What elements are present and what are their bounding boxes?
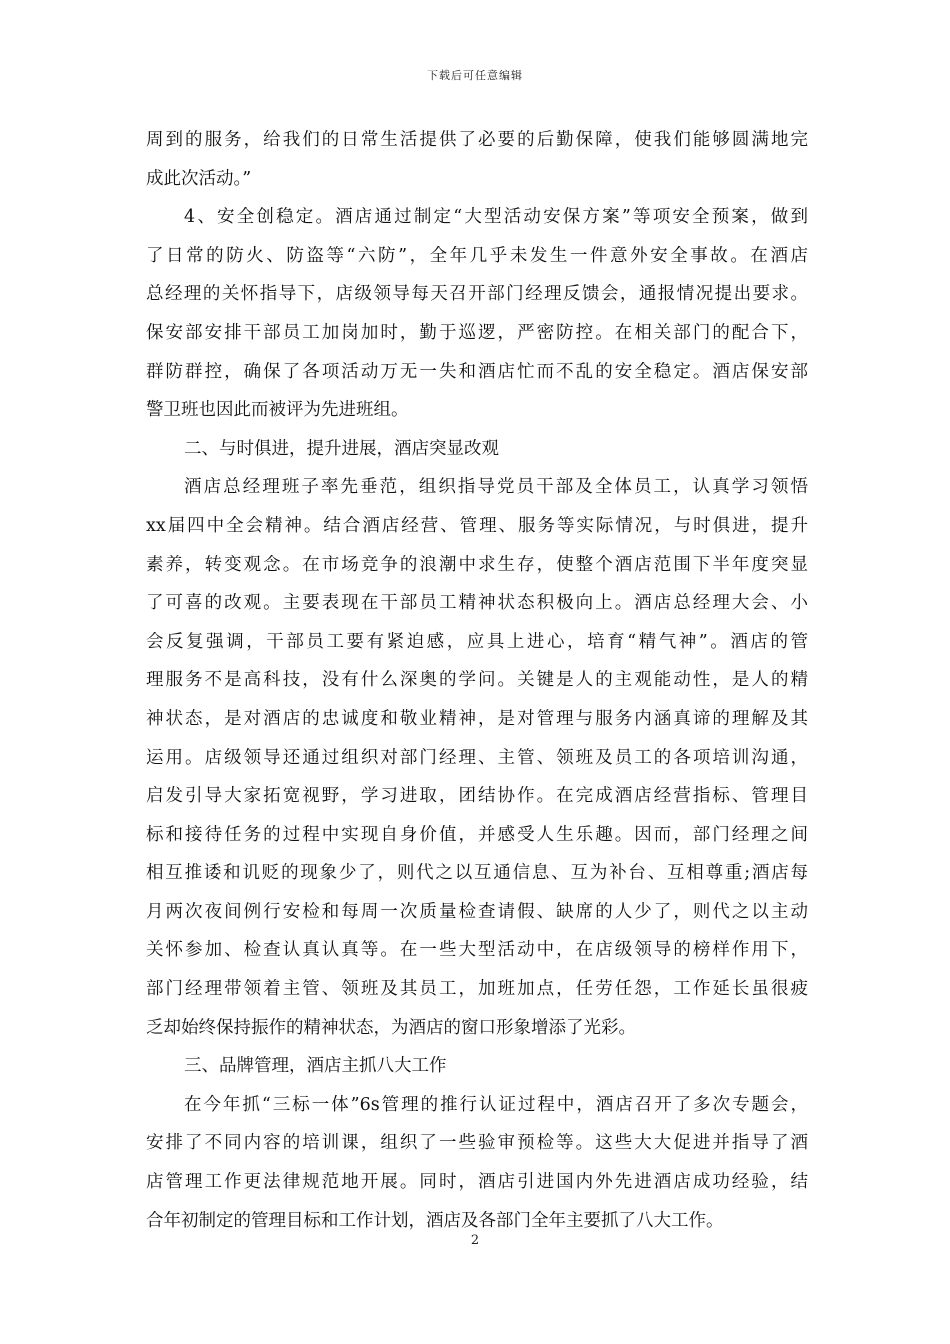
text-line: 店管理工作更法律规范地开展。同时，酒店引进国内外先进酒店成功经验，结 xyxy=(146,1172,808,1193)
text-line: 乏却始终保持振作的精神状态，为酒店的窗口形象增添了光彩。 xyxy=(146,1017,636,1038)
page-header: 下载后可任意编辑 xyxy=(427,69,523,82)
text-line: 了日常的防火、防盗等“六防”，全年几乎未发生一件意外安全事故。在酒店 xyxy=(146,245,808,266)
text-line: 在今年抓“三标一体”6s管理的推行认证过程中，酒店召开了多次专题会， xyxy=(184,1094,808,1115)
text-line: 了可喜的改观。主要表现在干部员工精神状态积极向上。酒店总经理大会、小 xyxy=(146,593,808,614)
document-body xyxy=(146,121,808,1240)
text-line: xx届四中全会精神。结合酒店经营、管理、服务等实际情况，与时俱进，提升 xyxy=(146,515,808,536)
text-line: 理服务不是高科技，没有什么深奥的学问。关键是人的主观能动性，是人的精 xyxy=(146,670,808,691)
text-line: 总经理的关怀指导下，店级领导每天召开部门经理反馈会，通报情况提出要求。 xyxy=(146,284,808,305)
text-line: 合年初制定的管理目标和工作计划，酒店及各部门全年主要抓了八大工作。 xyxy=(146,1210,724,1231)
text-line: 4、安全创稳定。酒店通过制定“大型活动安保方案”等项安全预案，做到 xyxy=(184,207,808,228)
text-line: 神状态，是对酒店的忠诚度和敬业精神，是对管理与服务内涵真谛的理解及其 xyxy=(146,708,808,729)
text-line: 月两次夜间例行安检和每周一次质量检查请假、缺席的人少了，则代之以主动 xyxy=(146,901,808,922)
text-line: 二、与时俱进，提升进展，酒店突显改观 xyxy=(184,438,499,459)
text-line: 保安部安排干部员工加岗加时，勤于巡逻，严密防控。在相关部门的配合下， xyxy=(146,322,808,343)
text-line: 标和接待任务的过程中实现自身价值，并感受人生乐趣。因而，部门经理之间 xyxy=(146,824,808,845)
text-line: 成此次活动。” xyxy=(146,168,252,189)
text-line: 安排了不同内容的培训课，组织了一些验审预检等。这些大大促进并指导了酒 xyxy=(146,1133,808,1154)
text-line: 警卫班也因此而被评为先进班组。 xyxy=(146,400,409,421)
page-number: 2 xyxy=(470,1233,480,1248)
text-line: 群防群控，确保了各项活动万无一失和酒店忙而不乱的安全稳定。酒店保安部 xyxy=(146,361,808,382)
text-line: 三、品牌管理，酒店主抓八大工作 xyxy=(184,1056,447,1077)
text-line: 部门经理带领着主管、领班及其员工，加班加点，任劳任怨，工作延长虽很疲 xyxy=(146,979,808,1000)
text-line: 素养，转变观念。在市场竞争的浪潮中求生存，使整个酒店范围下半年度突显 xyxy=(146,554,808,575)
text-line: 酒店总经理班子率先垂范，组织指导党员干部及全体员工，认真学习领悟 xyxy=(184,477,808,498)
text-line: 会反复强调，干部员工要有紧迫感，应具上进心，培育“精气神”。酒店的管 xyxy=(146,631,808,652)
text-line: 运用。店级领导还通过组织对部门经理、主管、领班及员工的各项培训沟通， xyxy=(146,747,808,768)
text-line: 启发引导大家拓宽视野，学习进取，团结协作。在完成酒店经营指标、管理目 xyxy=(146,786,808,807)
text-line: 周到的服务，给我们的日常生活提供了必要的后勤保障，使我们能够圆满地完 xyxy=(146,130,808,150)
text-line: 关怀参加、检查认真认真等。在一些大型活动中，在店级领导的榜样作用下， xyxy=(146,940,808,961)
text-line: 相互推诿和讥贬的现象少了，则代之以互通信息、互为补台、互相尊重;酒店每 xyxy=(146,863,808,884)
